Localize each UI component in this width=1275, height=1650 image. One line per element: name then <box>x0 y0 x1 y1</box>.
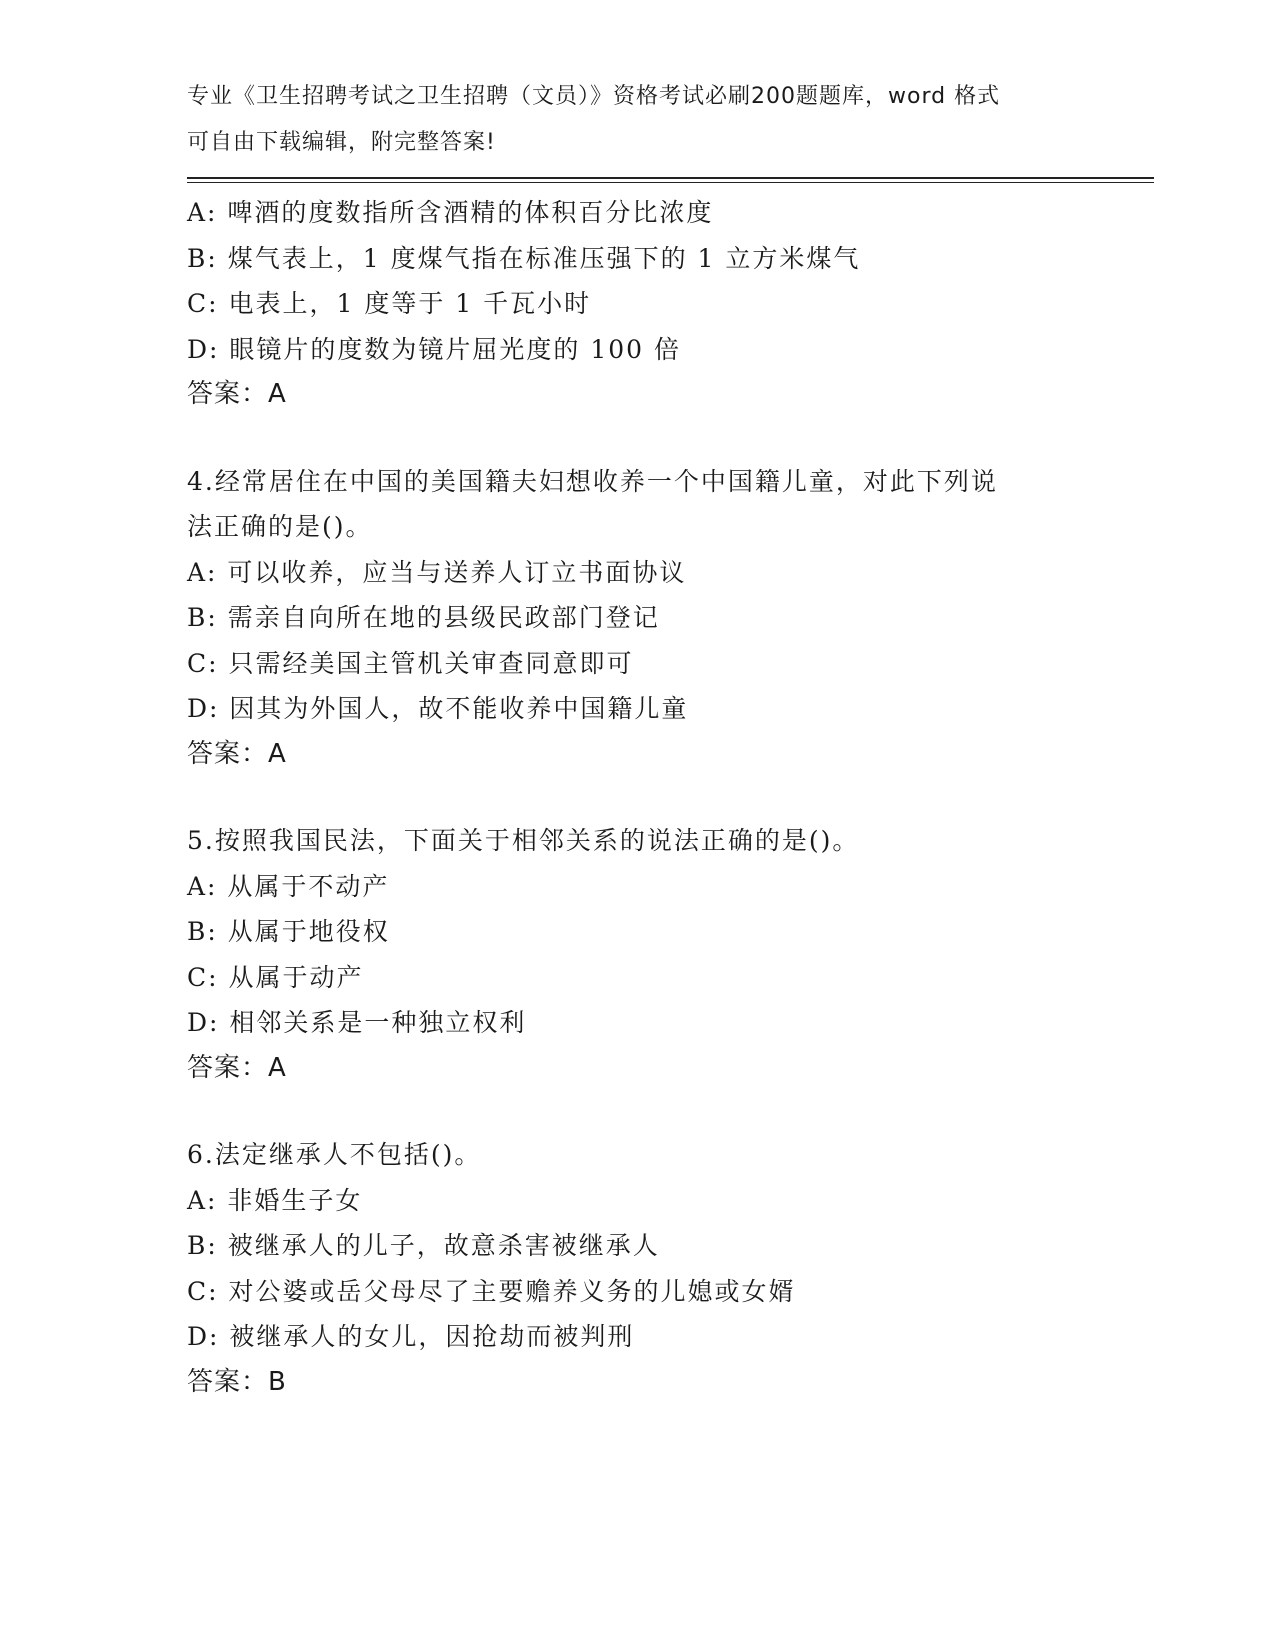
question-4-text-line-1: 4.经常居住在中国的美国籍夫妇想收养一个中国籍儿童，对此下列说 <box>187 466 998 496</box>
question-5-answer: 答案：A <box>187 1052 287 1083</box>
spacer <box>187 1091 1087 1132</box>
question-3-option-b: B: 煤气表上，1 度煤气指在标准压强下的 1 立方米煤气 <box>187 243 861 273</box>
question-3-option-d: D: 眼镜片的度数为镜片屈光度的 100 倍 <box>187 334 682 364</box>
question-6-option-c: C: 对公婆或岳父母尽了主要赡养义务的儿媳或女婿 <box>187 1276 796 1306</box>
header-divider-thick <box>187 177 1154 179</box>
question-4-option-d: D: 因其为外国人，故不能收养中国籍儿童 <box>187 694 689 723</box>
question-5-option-b: B: 从属于地役权 <box>187 917 390 946</box>
question-list <box>187 190 1087 1405</box>
question-3-block <box>187 190 1087 418</box>
question-3-option-a: A: 啤酒的度数指所含酒精的体积百分比浓度 <box>187 198 714 227</box>
question-5-text-line-1: 5.按照我国民法，下面关于相邻关系的说法正确的是()。 <box>187 826 860 855</box>
question-6-answer: 答案：B <box>187 1366 287 1397</box>
question-4-answer: 答案：A <box>187 738 287 769</box>
question-5-option-d: D: 相邻关系是一种独立权利 <box>187 1008 527 1037</box>
document-header <box>187 74 1087 165</box>
question-6-option-b: B: 被继承人的儿子，故意杀害被继承人 <box>187 1231 660 1260</box>
question-4-block <box>187 459 1087 778</box>
header-divider-thin <box>187 182 1154 183</box>
question-4-option-b: B: 需亲自向所在地的县级民政部门登记 <box>187 603 660 632</box>
header-title-line-1: 专业《卫生招聘考试之卫生招聘（文员）》资格考试必刷200题题库，word 格式 <box>187 84 1001 109</box>
question-4-text-line-2: 法正确的是()。 <box>187 512 373 541</box>
spacer <box>187 777 1087 818</box>
spacer <box>187 418 1087 459</box>
question-5-option-a: A: 从属于不动产 <box>187 871 390 901</box>
question-6-block <box>187 1132 1087 1405</box>
question-5-option-c: C: 从属于动产 <box>187 962 364 992</box>
question-5-block <box>187 818 1087 1091</box>
question-6-option-d: D: 被继承人的女儿，因抢劫而被判刑 <box>187 1322 635 1351</box>
header-title-line-2: 可自由下载编辑，附完整答案! <box>187 129 496 155</box>
question-3-option-c: C: 电表上，1 度等于 1 千瓦小时 <box>187 289 592 318</box>
question-4-option-c: C: 只需经美国主管机关审查同意即可 <box>187 648 634 678</box>
question-4-option-a: A: 可以收养，应当与送养人订立书面协议 <box>187 557 687 587</box>
question-6-option-a: A: 非婚生子女 <box>187 1185 363 1215</box>
question-6-text-line-1: 6.法定继承人不包括()。 <box>187 1140 482 1169</box>
question-3-answer: 答案：A <box>187 379 287 409</box>
